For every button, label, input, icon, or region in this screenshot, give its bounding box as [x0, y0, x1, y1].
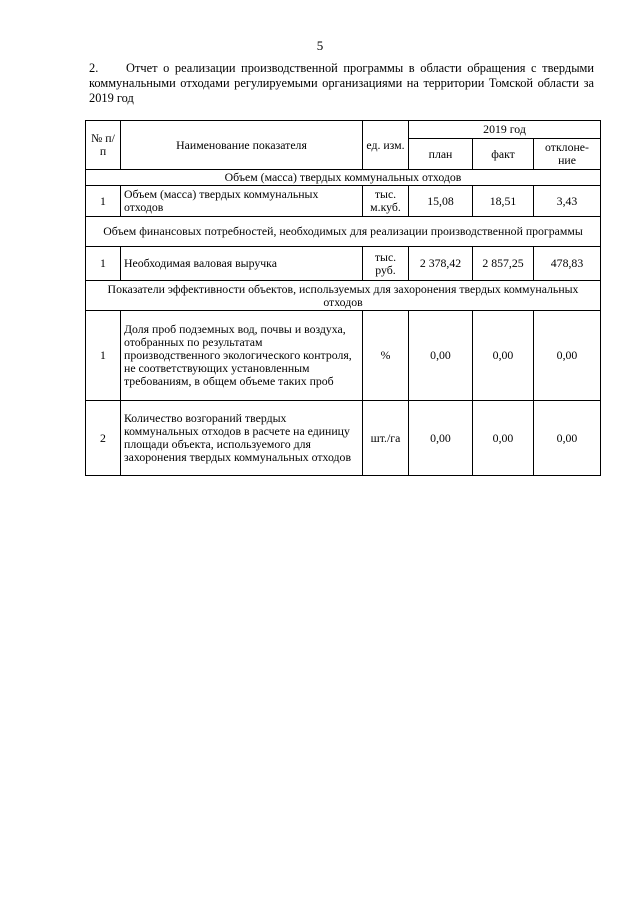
row-unit: шт./га: [363, 401, 409, 476]
row-name: Необходимая валовая выручка: [121, 247, 363, 281]
row-deviation: 3,43: [534, 186, 601, 217]
table-row: [86, 401, 601, 476]
row-name: Доля проб подземных вод, почвы и воздуха, отобранных по результатам производственного экологического контроля, не соответствующих установленным требованиям, в общем объеме таких проб: [121, 311, 363, 401]
header-num: № п/п: [86, 121, 121, 170]
row-num: 1: [86, 311, 121, 401]
section-title: Объем (масса) твердых коммунальных отходов: [86, 170, 601, 186]
table-row: [86, 247, 601, 281]
report-table: [85, 120, 601, 476]
row-fact: 0,00: [473, 311, 534, 401]
row-deviation: 0,00: [534, 311, 601, 401]
header-deviation: отклоне-ние: [534, 139, 601, 170]
header-name: Наименование показателя: [121, 121, 363, 170]
page-number: 5: [316, 38, 324, 53]
header-plan: план: [409, 139, 473, 170]
row-plan: 0,00: [409, 401, 473, 476]
section-title: Объем финансовых потребностей, необходимых для реализации производственной программы: [86, 217, 601, 247]
row-plan: 2 378,42: [409, 247, 473, 281]
table-row: [86, 186, 601, 217]
row-num: 2: [86, 401, 121, 476]
header-year: 2019 год: [409, 121, 601, 139]
header-row: [86, 121, 601, 139]
row-num: 1: [86, 186, 121, 217]
row-unit: тыс. руб.: [363, 247, 409, 281]
row-unit: тыс. м.куб.: [363, 186, 409, 217]
heading-number: 2.: [89, 61, 99, 75]
section-title: Показатели эффективности объектов, используемых для захоронения твердых коммунальных отходов: [86, 281, 601, 311]
row-fact: 18,51: [473, 186, 534, 217]
row-fact: 0,00: [473, 401, 534, 476]
row-plan: 0,00: [409, 311, 473, 401]
row-deviation: 0,00: [534, 401, 601, 476]
row-plan: 15,08: [409, 186, 473, 217]
table-row: [86, 311, 601, 401]
report-heading: [89, 61, 594, 106]
header-unit: ед. изм.: [363, 121, 409, 170]
section-row: [86, 170, 601, 186]
row-fact: 2 857,25: [473, 247, 534, 281]
section-row: [86, 217, 601, 247]
row-name: Количество возгораний твердых коммунальных отходов в расчете на единицу площади объекта, используемого для захоронения твердых коммунальных отходов: [121, 401, 363, 476]
row-unit: %: [363, 311, 409, 401]
section-row: [86, 281, 601, 311]
row-deviation: 478,83: [534, 247, 601, 281]
row-num: 1: [86, 247, 121, 281]
header-fact: факт: [473, 139, 534, 170]
heading-text: Отчет о реализации производственной программы в области обращения с твердыми коммунальными отходами регулируемыми организациями на территории Томской области за 2019 год: [89, 61, 594, 105]
row-name: Объем (масса) твердых коммунальных отходов: [121, 186, 363, 217]
